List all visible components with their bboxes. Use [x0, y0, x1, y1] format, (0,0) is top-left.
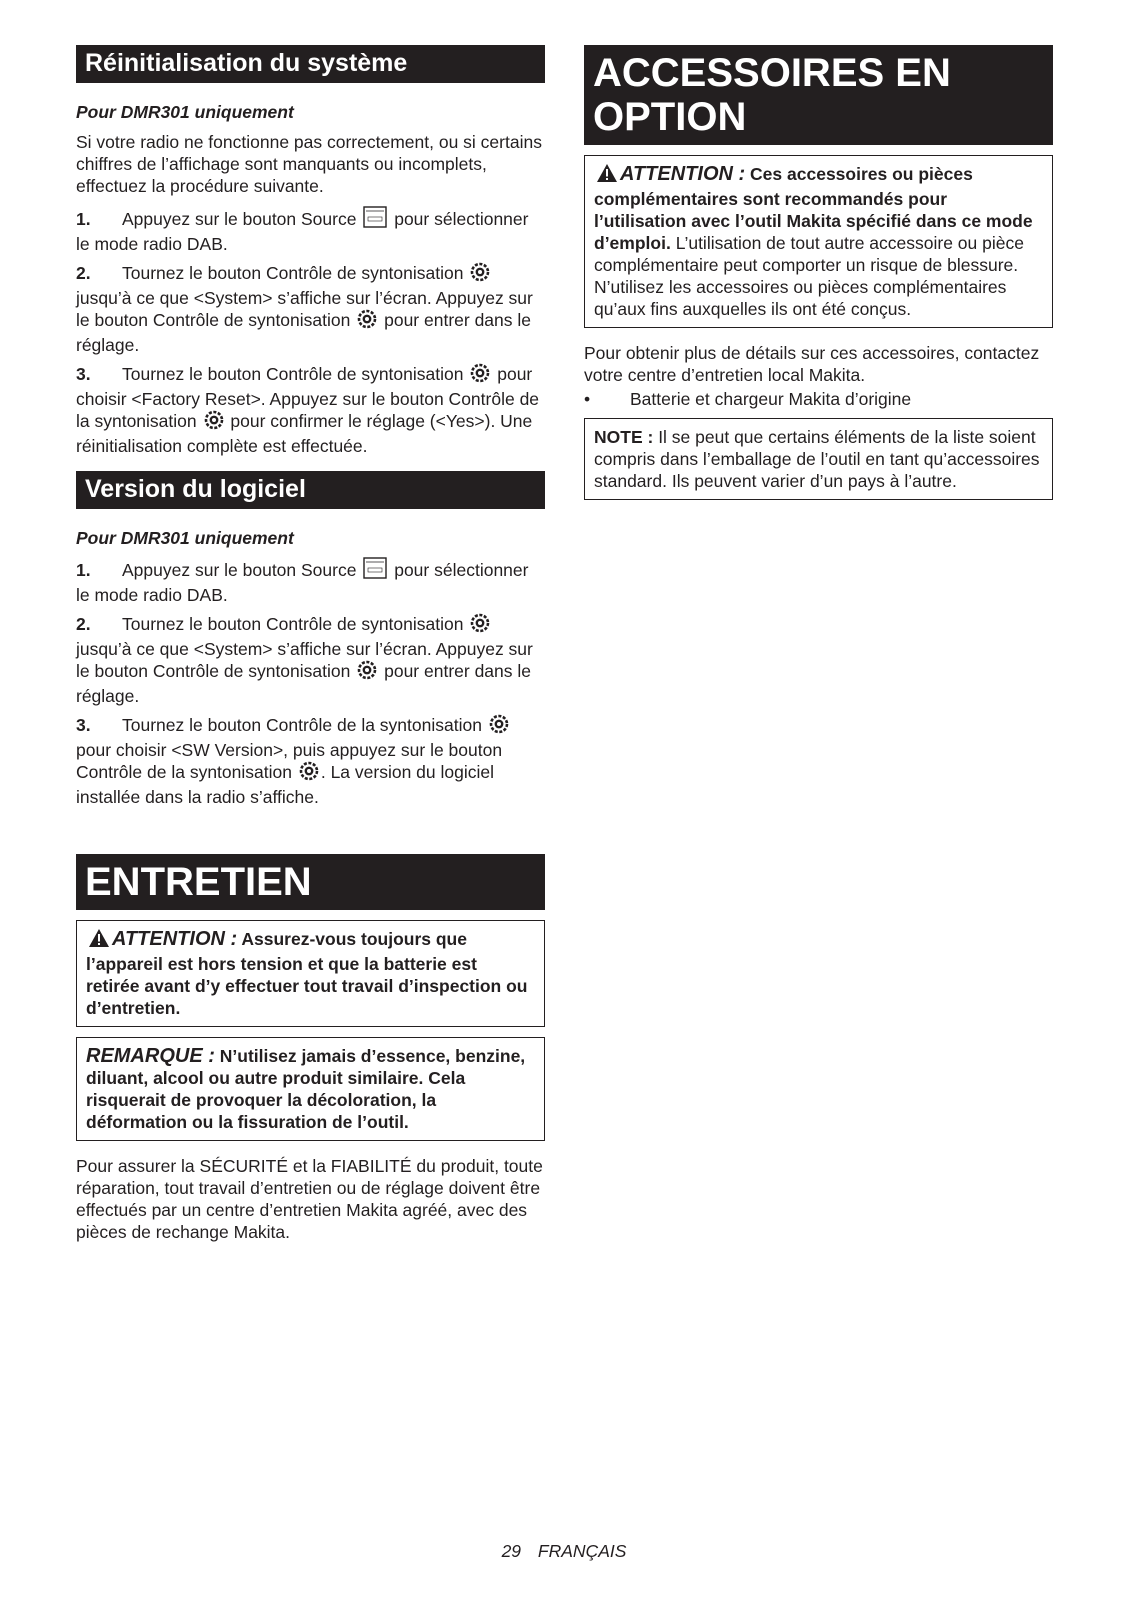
reset-intro: Si votre radio ne fonctionne pas correctement, ou si certains chiffres de l’affichage sont manquants ou incomplets, effectuez la procédure suivante. [76, 132, 542, 196]
reset-subheading: Pour DMR301 uniquement [76, 102, 294, 122]
warning-triangle-icon [596, 163, 618, 188]
page-footer [0, 1540, 1128, 1562]
step-text: Tournez le bouton Contrôle de syntonisation [122, 614, 464, 634]
software-step-3 [76, 714, 545, 808]
step-text: Appuyez sur le bouton Source [122, 560, 357, 580]
note-label: NOTE : [594, 427, 654, 447]
step-text: pour sélectionner le mode radio DAB. [76, 560, 529, 605]
maintenance-attention-box [76, 920, 545, 1027]
accessories-heading: ACCESSOIRES EN OPTION [584, 45, 1053, 145]
step-text: pour entrer dans le réglage. [76, 661, 532, 706]
step-text: pour choisir <Factory Reset>. Appuyez sur le bouton Contrôle de la syntonisation [76, 364, 540, 431]
step-number: 2. [76, 263, 91, 283]
tuning-dial-icon [489, 714, 509, 739]
tuning-dial-icon [470, 613, 490, 638]
maintenance-heading: ENTRETIEN [76, 854, 545, 910]
software-subheading: Pour DMR301 uniquement [76, 528, 294, 548]
step-text: Appuyez sur le bouton Source [122, 209, 357, 229]
reset-step-2 [76, 262, 545, 356]
step-number: 3. [76, 364, 91, 384]
step-number: 1. [76, 209, 91, 229]
note-text: Il se peut que certains éléments de la liste soient compris dans l’emballage de l’outil en tant qu’accessoires standard. Ils peuvent varier d’un pays à l’autre. [594, 427, 1040, 491]
step-text: pour sélectionner le mode radio DAB. [76, 209, 529, 254]
step-text: jusqu’à ce que <System> s’affiche sur l’écran. Appuyez sur le bouton Contrôle de syntonisation [76, 639, 533, 681]
accessories-attention-box [584, 155, 1053, 328]
step-text: . La version du logiciel installée dans la radio s’affiche. [76, 762, 494, 807]
software-step-1 [76, 557, 545, 606]
accessories-intro: Pour obtenir plus de détails sur ces accessoires, contactez votre centre d’entretien local Makita. [584, 343, 1040, 385]
reset-step-3 [76, 363, 545, 457]
tuning-dial-icon [204, 410, 224, 435]
list-item [584, 388, 1053, 410]
step-text: jusqu’à ce que <System> s’affiche sur l’écran. Appuyez sur le bouton Contrôle de syntonisation [76, 288, 533, 330]
reset-heading: Réinitialisation du système [76, 45, 545, 83]
bullet-mark: • [584, 389, 591, 409]
attention-label: ATTENTION : [620, 163, 746, 185]
step-number: 1. [76, 560, 91, 580]
step-number: 2. [76, 614, 91, 634]
software-heading: Version du logiciel [76, 471, 545, 509]
maintenance-remark-box [76, 1037, 545, 1141]
tuning-dial-icon [299, 761, 319, 786]
tuning-dial-icon [470, 363, 490, 388]
tuning-dial-icon [357, 309, 377, 334]
step-number: 3. [76, 715, 91, 735]
remark-text: N’utilisez jamais d’essence, benzine, diluant, alcool ou autre produit similaire. Cela risquerait de provoquer la décoloration, la déformation ou la fissuration de l’outil. [86, 1046, 526, 1132]
software-step-2 [76, 613, 545, 707]
accessories-note-box [584, 418, 1053, 500]
tuning-dial-icon [470, 262, 490, 287]
step-text: pour choisir <SW Version>, puis appuyez sur le bouton Contrôle de la syntonisation [76, 740, 503, 782]
source-button-icon [363, 206, 387, 233]
step-text: pour entrer dans le réglage. [76, 310, 532, 355]
source-button-icon [363, 557, 387, 584]
left-column [76, 45, 545, 1243]
remark-label: REMARQUE : [86, 1045, 215, 1067]
footer-language: FRANÇAIS [537, 1541, 627, 1561]
page-number: 29 [501, 1541, 522, 1561]
tuning-dial-icon [357, 660, 377, 685]
step-text: Tournez le bouton Contrôle de la syntonisation [122, 715, 482, 735]
step-text: Tournez le bouton Contrôle de syntonisation [122, 263, 464, 283]
reset-step-1 [76, 206, 545, 255]
maintenance-body: Pour assurer la SÉCURITÉ et la FIABILITÉ du produit, toute réparation, tout travail d’entretien ou de réglage doivent être effectués par un centre d’entretien Makita agréé, avec des pièces de rechange Makita. [76, 1156, 543, 1242]
attention-text: Assurez-vous toujours que l’appareil est hors tension et que la batterie est retirée avant d’y effectuer tout travail d’inspection ou d’entretien. [86, 929, 528, 1018]
step-text: Tournez le bouton Contrôle de syntonisation [122, 364, 464, 384]
warning-triangle-icon [88, 928, 110, 953]
step-text: pour confirmer le réglage (<Yes>). Une réinitialisation complète est effectuée. [76, 411, 533, 456]
bullet-text: Batterie et chargeur Makita d’origine [630, 389, 912, 409]
attention-bold-text: Ces accessoires ou pièces complémentaires sont recommandés pour l’utilisation avec l’outil Makita spécifié dans ce mode d’emploi. [594, 164, 1033, 253]
attention-text: L’utilisation de tout autre accessoire ou pièce complémentaire peut comporter un risque de blessure. N’utilisez les accessoires ou pièces complémentaires qu’aux fins auxquelles ils ont été conçus. [594, 233, 1024, 319]
right-column [584, 45, 1053, 500]
attention-label: ATTENTION : [112, 928, 238, 950]
